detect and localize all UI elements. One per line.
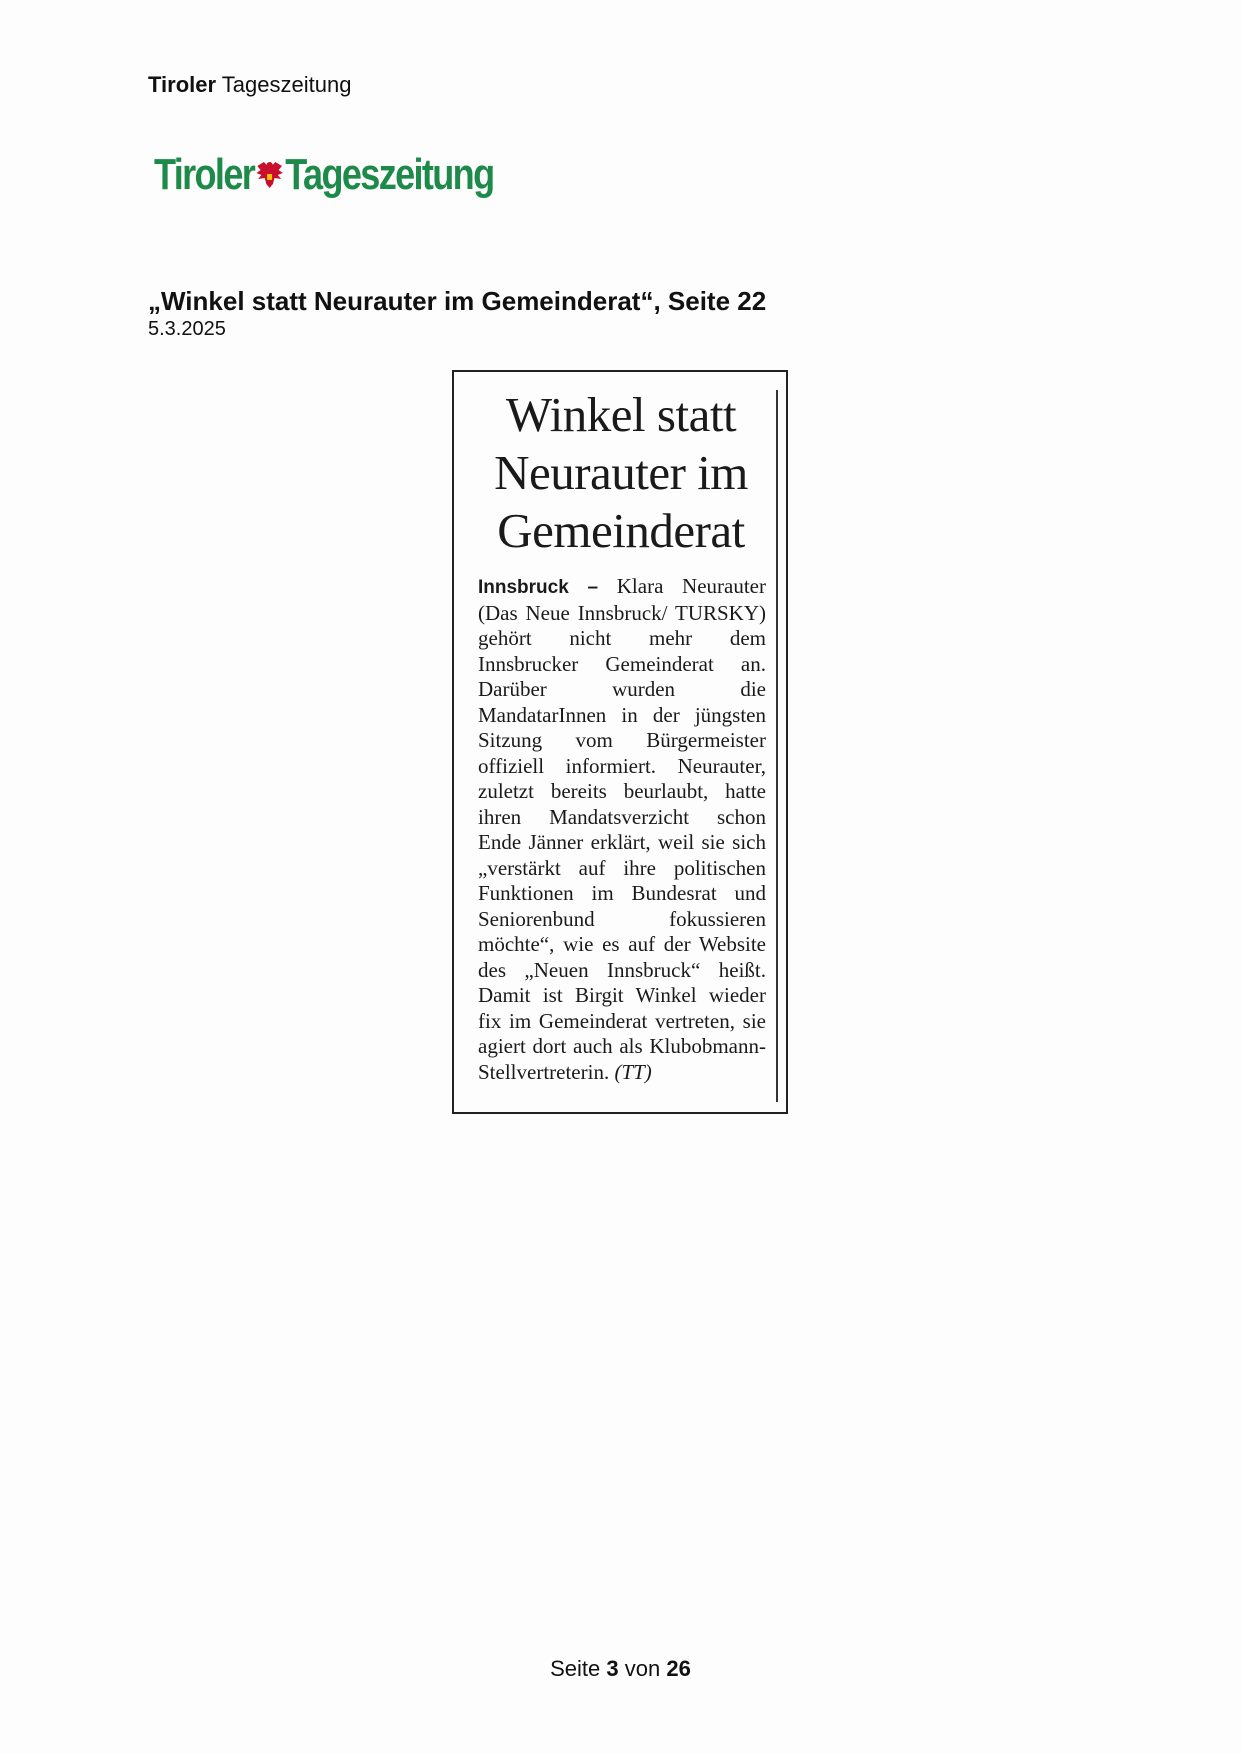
logo-part1: Tiroler — [154, 150, 255, 199]
clipping-body — [478, 574, 766, 1085]
clipping-dateline: Innsbruck — [478, 577, 569, 598]
footer-total-pages: 26 — [666, 1656, 691, 1681]
header-brand-rest: Tageszeitung — [221, 72, 352, 97]
tyrolean-eagle-icon — [256, 160, 284, 190]
clipping-text: Klara Neurauter (Das Neue Innsbruck/ TURSKY) gehört nicht mehr dem Innsbrucker Gemeinderat an. Darüber wurden die MandatarInnen in der jüngsten Sitzung vom Bürgermeister offiziell informiert. Neurauter, zuletzt bereits beurlaubt, hatte ihren Mandatsverzicht schon Ende Jänner erklärt, weil sie sich „verstärkt auf ihre politischen Funktionen im Bundesrat und Seniorenbund fokussieren möchte“, wie es auf der Website des „Neuen Innsbruck“ heißt. Damit ist Birgit Winkel wieder fix im Gemeinderat vertreten, sie agiert dort auch als Klubobmann-Stellvertreterin. — [478, 574, 766, 1084]
clipping-credit: (TT) — [614, 1059, 652, 1084]
article-title: „Winkel statt Neurauter im Gemeinderat“, Seite 22 — [148, 286, 767, 316]
clipping-dash: – — [568, 577, 617, 598]
footer-middle: von — [624, 1656, 661, 1681]
clipping-headline: Winkel statt Neurauter im Gemeinderat — [494, 387, 748, 558]
page-footer — [0, 1656, 1241, 1682]
footer-prefix: Seite — [550, 1656, 601, 1681]
header-brand — [148, 72, 351, 98]
newspaper-logo — [154, 150, 493, 200]
newspaper-clipping — [452, 370, 788, 1114]
column-rule — [776, 390, 778, 1102]
header-brand-bold: Tiroler — [148, 72, 217, 97]
footer-page-number: 3 — [606, 1656, 619, 1681]
logo-part2: Tageszeitung — [285, 150, 494, 199]
article-date: 5.3.2025 — [148, 318, 226, 340]
